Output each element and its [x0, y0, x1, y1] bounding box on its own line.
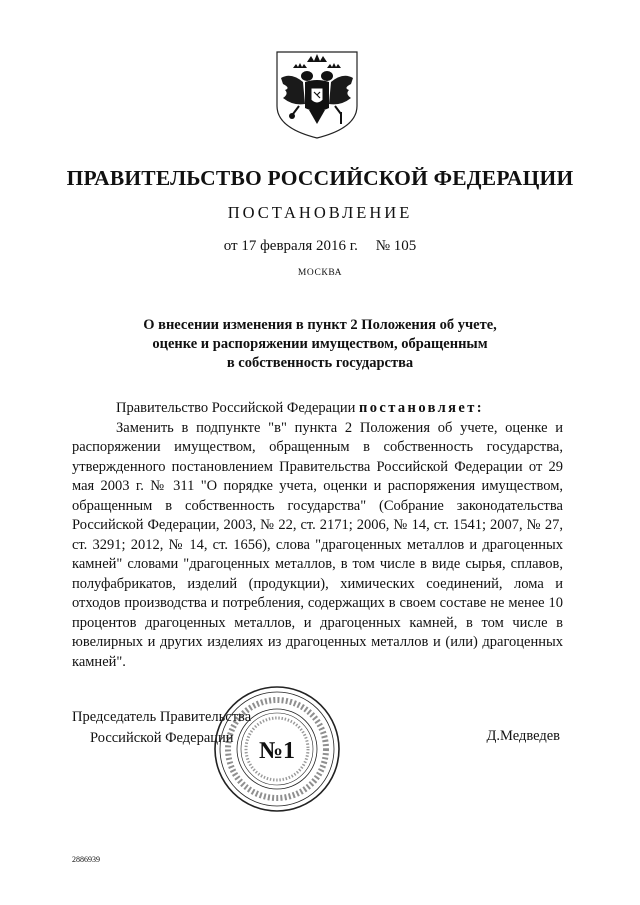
signatory-title-line: Председатель Правительства: [72, 709, 252, 725]
document-number: № 105: [375, 238, 417, 254]
date-number-line: [0, 238, 640, 255]
signatory-title-line: Российской Федерации: [90, 730, 234, 746]
subject-line: в собственность государства: [226, 355, 414, 371]
document-id: 2886939: [72, 855, 100, 864]
enacting-subject: Правительство Российской Федерации: [116, 400, 356, 416]
city: МОСКВА: [297, 268, 343, 278]
document-body: [72, 399, 563, 672]
subject-line: оценке и распоряжении имуществом, обращенным: [152, 336, 488, 352]
document-subject: [120, 316, 520, 373]
subject-line: О внесении изменения в пункт 2 Положения об учете,: [143, 317, 497, 333]
coat-of-arms-icon: [271, 48, 363, 140]
stamp-number: №1: [258, 738, 296, 764]
government-title: ПРАВИТЕЛЬСТВО РОССИЙСКОЙ ФЕДЕРАЦИИ: [66, 166, 574, 190]
enacting-clause: [72, 399, 563, 419]
enacting-verb: постановляет:: [358, 400, 485, 416]
document-type: ПОСТАНОВЛЕНИЕ: [227, 203, 413, 222]
body-paragraph: Заменить в подпункте "в" пункта 2 Положения об учете, оценке и распоряжении имуществом, обращенным в собственность государства, утвержденного постановлением Правительства Российской Федерации от 29 мая 2003 г. № 311 "О порядке учета, оценки и распоряжения имуществом, обращенным в собственность государства" (Собрание законодательства Российской Федерации, 2003, № 22, ст. 2171; 2006, № 14, ст. 1541; 2007, № 27, ст. 3291; 2012, № 14, ст. 1656), слова "драгоценных металлов и драгоценных камней" словами "драгоценных металлов, в том числе в виде сырья, сплавов, полуфабрикатов, изделий (продукции), химических соединений, лома и отходов производства и потребления, содержащих в своем составе не менее 10 процентов драгоценных металлов, и драгоценных камней, в том числе в ювелирных и других изделиях из драгоценных металлов и (или) драгоценных камней".: [72, 419, 563, 670]
official-stamp: [212, 684, 342, 814]
signatory-name: Д.Медведев: [486, 728, 560, 744]
document-date: от 17 февраля 2016 г.: [223, 238, 358, 254]
